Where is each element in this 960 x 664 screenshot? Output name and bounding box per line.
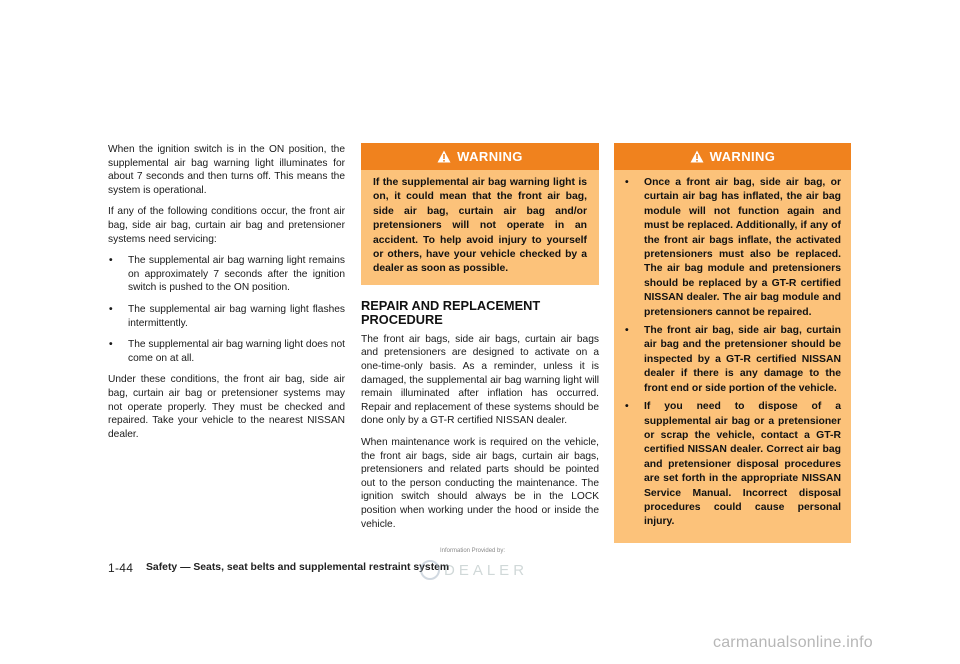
warning-header	[361, 143, 599, 170]
intro-paragraph: When the ignition switch is in the ON position, the supplemental air bag warning light illuminates for about 7 seconds and then turns off. This means the system is operational.	[108, 144, 345, 196]
dealer-watermark-logo	[408, 548, 548, 582]
watermark-brand: DEALER	[444, 562, 529, 579]
column-right	[614, 143, 851, 543]
conditions-intro-paragraph: If any of the following conditions occur, the front air bag, side air bag, curtain air bag and pretensioner systems need servicing:	[108, 206, 345, 245]
maintenance-paragraph: When maintenance work is required on the vehicle, the front air bags, side air bags, curtain air bags, pretensioners and related parts should be pointed out to the person conducting the maintenance. The ignition switch should always be in the LOCK position when working under the hood or inside the vehicle.	[361, 437, 599, 530]
watermark-caption: Information Provided by:	[440, 548, 506, 554]
site-logo[interactable]: carmanualsonline.info	[713, 634, 873, 651]
section-title: REPAIR AND REPLACEMENT PROCEDURE	[361, 297, 541, 327]
list-item: • If you need to dispose of a supplemental air bag or a pretensioner or scrap the vehicle, contact a GT-R certified NISSAN dealer. Correct air bag and pretensioner disposal procedures are set forth in the appropriate NISSAN Service Manual. Incorrect disposal procedures could cause personal injury.	[624, 400, 841, 530]
warning-box	[361, 143, 599, 285]
conditions-list	[108, 254, 345, 365]
list-item: • Once a front air bag, side air bag, or curtain air bag has inflated, the air bag module will not function again and must be replaced. Additionally, if any of the front air bags inflate, the activated pretensioners must also be replaced. The air bag module and pretensioners should be replaced by a GT-R certified NISSAN dealer. The air bag module and pretensioners cannot be repaired.	[624, 176, 841, 320]
column-left	[108, 143, 345, 449]
warning-title: WARNING	[709, 149, 776, 164]
column-middle	[361, 143, 599, 539]
page-number: 1-44	[108, 561, 134, 575]
warning-body	[614, 170, 851, 546]
warning-icon	[690, 150, 704, 163]
closing-paragraph: Under these conditions, the front air bag, side air bag, curtain air bag or pretensioner systems may not operate properly. They must be checked and repaired. Take your vehicle to the nearest NISSAN dealer.	[108, 374, 345, 440]
warning-text: If the supplemental air bag warning light is on, it could mean that the front air bag, side air bag, curtain air bag and/or pretensioners will not operate in an accident. To help avoid injury to yourself or others, have your vehicle checked by a dealer as soon as possible.	[373, 177, 587, 275]
list-item: • The supplemental air bag warning light remains on approximately 7 seconds after the ignition switch is pushed to the ON position.	[108, 254, 345, 295]
list-item: • The supplemental air bag warning light does not come on at all.	[108, 338, 345, 365]
repair-paragraph: The front air bags, side air bags, curtain air bags and pretensioners are designed to activate on a one-time-only basis. As a reminder, unless it is damaged, the supplemental air bag warning light will remain illuminated after inflation has occurred. Repair and replacement of these systems should be done only by a GT-R certified NISSAN dealer.	[361, 333, 599, 427]
list-item: • The front air bag, side air bag, curtain air bag and the pretensioner should be inspected by a GT-R certified NISSAN dealer if there is any damage to the front end or side portion of the vehicle.	[624, 324, 841, 396]
warning-header	[614, 143, 851, 170]
warning-icon	[437, 150, 451, 163]
warning-list	[624, 176, 841, 530]
warning-title: WARNING	[457, 149, 523, 164]
footer-title: Safety — Seats, seat belts and supplemental restraint system	[146, 562, 450, 573]
warning-box	[614, 143, 851, 543]
list-item: • The supplemental air bag warning light flashes intermittently.	[108, 303, 345, 330]
